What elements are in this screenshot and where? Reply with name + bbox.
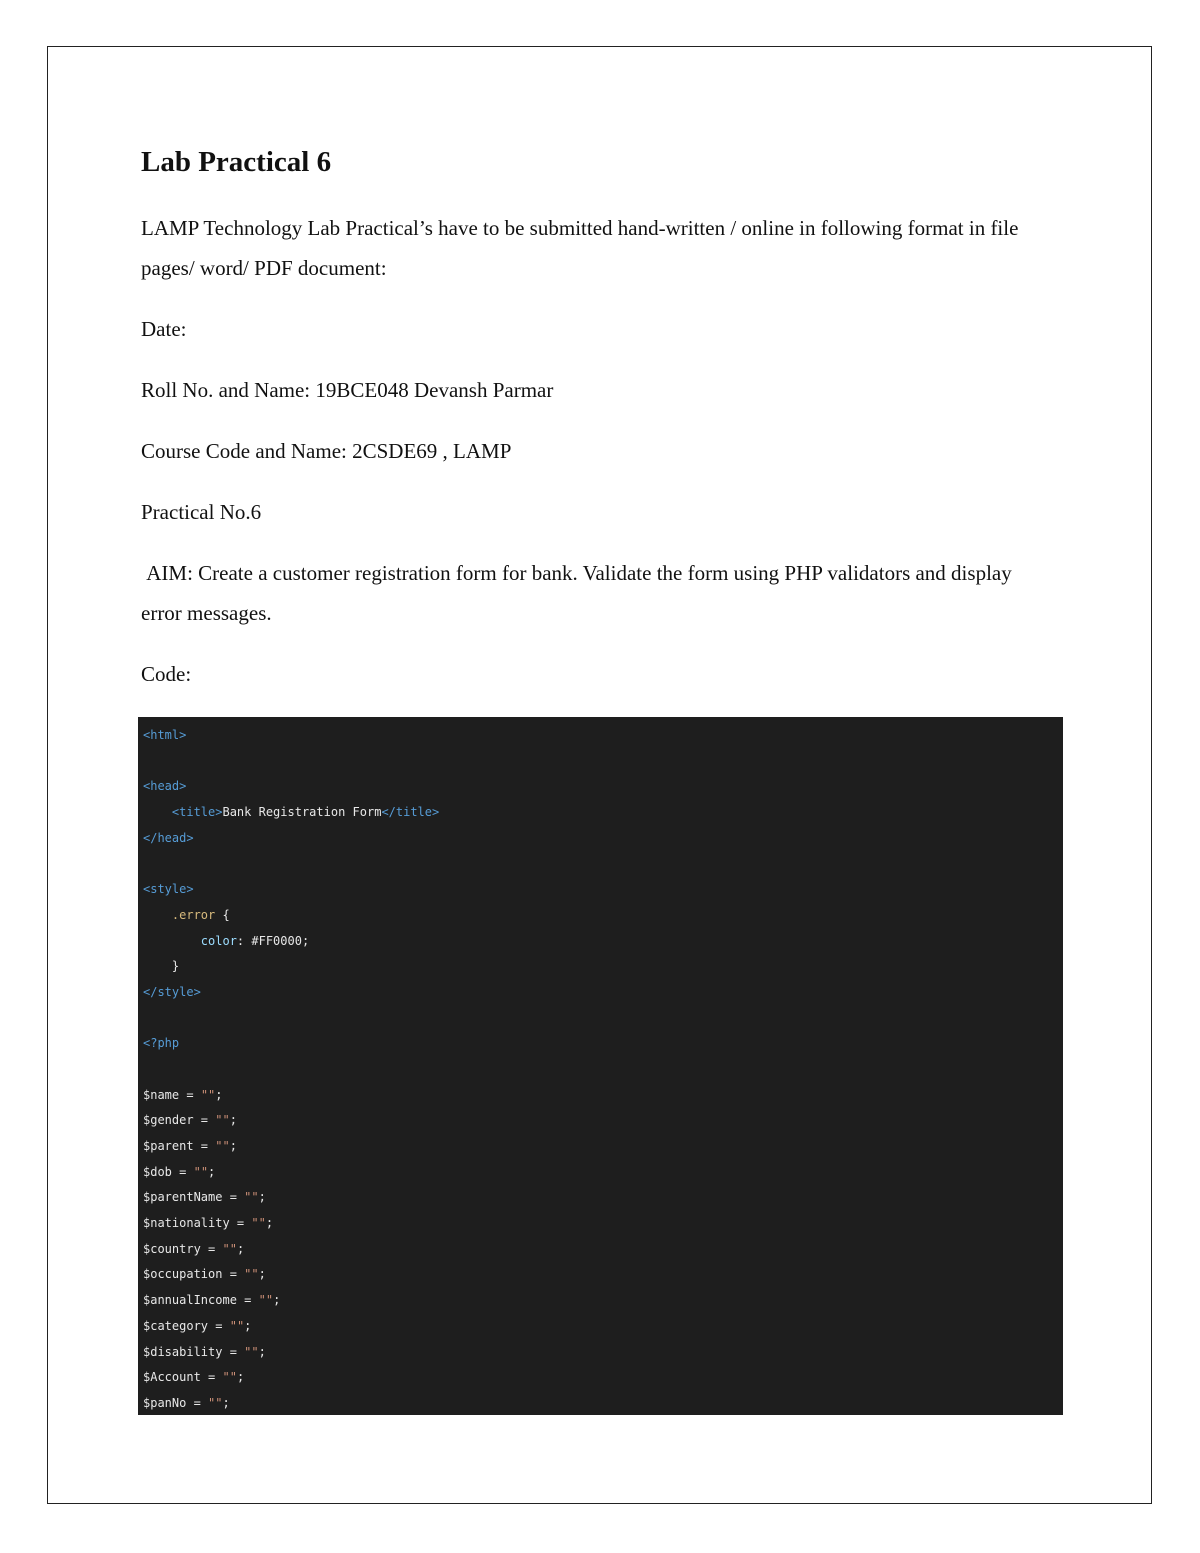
code-token: =	[222, 1267, 245, 1282]
code-var: $name	[143, 1087, 180, 1102]
code-token: =	[208, 1318, 230, 1333]
code-line	[143, 1108, 1063, 1134]
code-token: Bank Registration Form	[222, 805, 382, 820]
code-var: $parentName	[143, 1190, 223, 1205]
code-token: .error	[171, 907, 216, 922]
code-block	[138, 717, 1063, 1415]
code-token: : #FF0000;	[236, 933, 310, 948]
date-label: Date:	[141, 317, 187, 341]
code-token: ;	[258, 1190, 266, 1205]
code-line	[143, 1160, 1063, 1186]
code-line	[143, 1211, 1063, 1237]
code-line	[143, 1083, 1063, 1109]
code-line	[143, 826, 1063, 852]
code-string: ""	[244, 1344, 259, 1359]
code-token: <head>	[143, 779, 187, 794]
code-line-blank	[143, 1057, 1063, 1083]
code-line	[143, 774, 1063, 800]
code-token: =	[229, 1216, 252, 1231]
code-token: =	[193, 1139, 216, 1153]
code-token: ;	[265, 1216, 274, 1231]
code-token: ;	[258, 1344, 266, 1359]
code-token: ;	[215, 1087, 223, 1102]
code-line	[143, 1262, 1063, 1288]
code-token: <html>	[143, 728, 187, 742]
code-line	[143, 1314, 1063, 1340]
code-token: =	[200, 1241, 223, 1256]
code-line	[143, 954, 1063, 980]
code-line	[143, 877, 1063, 903]
code-string: ""	[258, 1293, 274, 1308]
page-title: Lab Practical 6	[141, 146, 332, 178]
code-token: =	[193, 1113, 216, 1128]
code-token: =	[179, 1087, 201, 1102]
code-line	[143, 1185, 1063, 1211]
code-token: ;	[258, 1267, 266, 1282]
code-token: =	[236, 1293, 259, 1308]
code-var: $disability	[143, 1344, 223, 1359]
code-token: =	[200, 1370, 223, 1385]
code-token: <title>	[171, 805, 223, 820]
code-line-blank	[143, 1006, 1063, 1032]
code-string: ""	[200, 1087, 216, 1102]
code-token: ;	[236, 1370, 245, 1385]
code-var: $annualIncome	[143, 1293, 237, 1308]
code-var: $country	[143, 1241, 201, 1256]
code-line-blank	[143, 749, 1063, 775]
code-token: </style>	[143, 984, 201, 999]
code-line	[143, 1134, 1063, 1160]
code-var: $parent	[143, 1139, 194, 1153]
code-string: ""	[222, 1241, 237, 1256]
code-token: ;	[244, 1318, 252, 1333]
code-line	[143, 929, 1063, 955]
code-string: ""	[244, 1190, 259, 1205]
code-string: ""	[251, 1216, 266, 1231]
code-line	[143, 1237, 1063, 1263]
code-var: $dob	[143, 1164, 172, 1179]
code-line-blank	[143, 851, 1063, 877]
code-string: ""	[208, 1395, 223, 1410]
practical-line: Practical No.6	[141, 500, 262, 524]
aim-paragraph: AIM: Create a customer registration form for bank. Validate the form using PHP validators and display error messages.	[141, 561, 1017, 625]
code-token: <?php	[143, 1036, 180, 1051]
code-var: $Account	[143, 1370, 201, 1385]
code-indent	[143, 908, 172, 922]
code-line	[143, 723, 1063, 749]
code-token: color	[200, 933, 237, 948]
code-var: $occupation	[143, 1267, 223, 1282]
code-var: $category	[143, 1318, 209, 1333]
code-token: =	[171, 1164, 194, 1179]
code-token: ;	[222, 1395, 230, 1410]
code-indent	[143, 934, 201, 948]
code-string: ""	[229, 1318, 245, 1333]
code-line	[143, 1365, 1063, 1391]
code-token: {	[215, 907, 230, 922]
code-line	[143, 1340, 1063, 1366]
code-token: }	[143, 959, 180, 974]
code-token: =	[186, 1395, 209, 1410]
code-line	[143, 980, 1063, 1006]
code-var: $panNo	[143, 1395, 187, 1410]
code-label: Code:	[141, 662, 192, 686]
code-token: ;	[273, 1293, 281, 1308]
code-string: ""	[222, 1370, 237, 1385]
code-token: =	[222, 1344, 245, 1359]
code-var: $gender	[143, 1113, 194, 1128]
code-string: ""	[244, 1267, 259, 1282]
roll-line: Roll No. and Name: 19BCE048 Devansh Parmar	[141, 378, 554, 402]
code-string: ""	[215, 1113, 230, 1128]
code-token: <style>	[143, 882, 194, 897]
code-token: ;	[236, 1241, 245, 1256]
intro-paragraph: LAMP Technology Lab Practical’s have to be submitted hand-written / online in following format in file pages/ word/ PDF document:	[141, 216, 1019, 280]
code-line	[143, 800, 1063, 826]
code-token: =	[222, 1190, 245, 1205]
code-token: ;	[208, 1164, 216, 1179]
code-string: ""	[193, 1164, 209, 1179]
code-token: </title>	[381, 805, 440, 820]
course-line: Course Code and Name: 2CSDE69 , LAMP	[141, 439, 512, 463]
document-body	[141, 140, 1066, 694]
code-token: ;	[229, 1139, 237, 1153]
code-line	[143, 903, 1063, 929]
code-string: ""	[215, 1139, 230, 1153]
code-token: </head>	[143, 830, 194, 845]
code-line	[143, 1391, 1063, 1417]
code-token: ;	[229, 1113, 237, 1128]
code-line	[143, 1288, 1063, 1314]
code-line	[143, 1031, 1063, 1057]
code-indent	[143, 805, 172, 819]
code-var: $nationality	[143, 1216, 230, 1231]
